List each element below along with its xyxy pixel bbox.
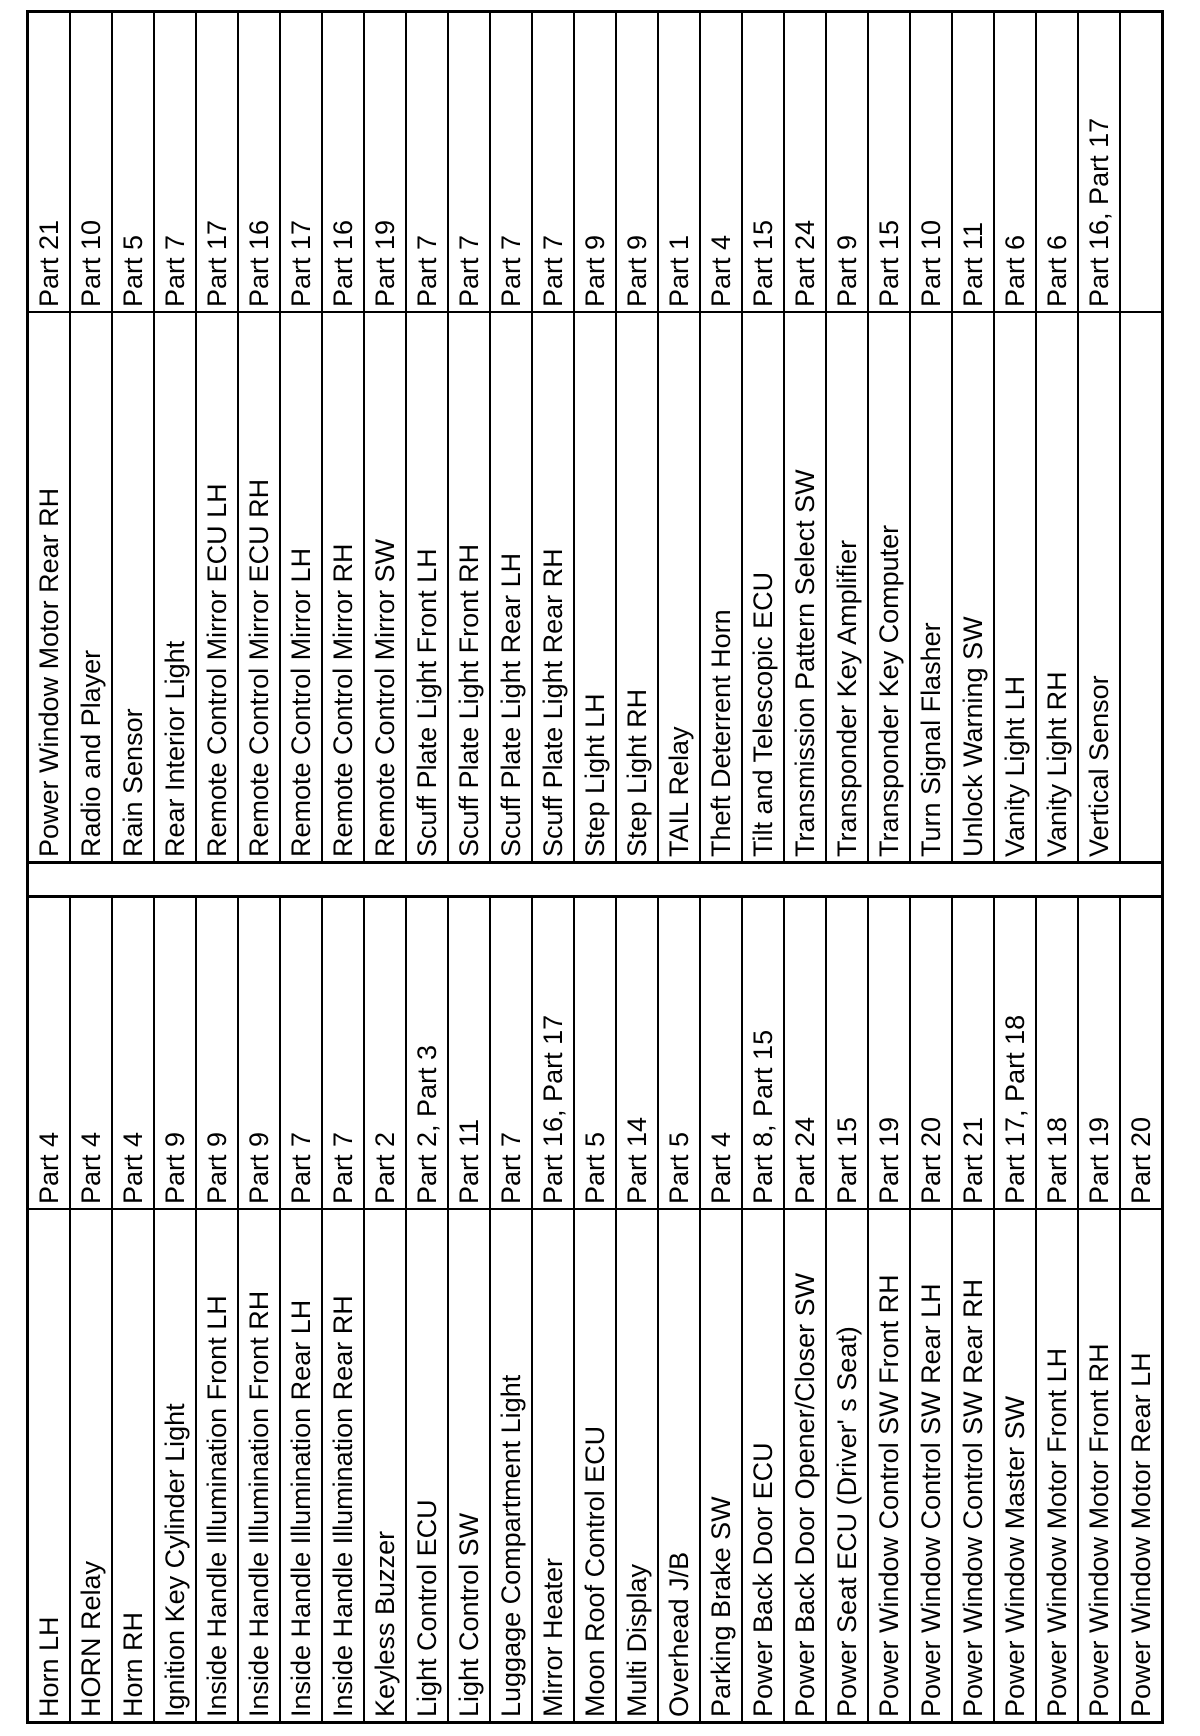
part-reference-cell: Part 7: [453, 234, 484, 307]
part-reference-cell: Part 7: [537, 234, 568, 307]
component-name-cell: Inside Handle Illumination Rear RH: [323, 1208, 363, 1721]
component-name-cell: Power Window Motor Front RH: [1079, 1208, 1119, 1721]
table-row: [281, 898, 323, 1721]
part-reference-cell: Part 18: [1041, 1116, 1072, 1204]
part-reference-cell: Part 2: [369, 1131, 400, 1204]
table-row: [1121, 13, 1161, 861]
table-row: [239, 898, 281, 1721]
part-reference-cell: Part 16: [327, 219, 358, 307]
component-name-cell: Remote Control Mirror ECU RH: [239, 311, 279, 861]
table-row: [953, 898, 995, 1721]
component-name-cell: Remote Control Mirror SW: [365, 311, 405, 861]
component-name-cell: Vanity Light RH: [1037, 311, 1077, 861]
table-right-half: [29, 13, 1161, 861]
part-reference-cell: Part 17: [201, 219, 232, 307]
component-name-cell: TAIL Relay: [659, 311, 699, 861]
table-row: [575, 898, 617, 1721]
part-reference-cell: Part 16, Part 17: [537, 1014, 568, 1204]
component-name-cell: Scuff Plate Light Front LH: [407, 311, 447, 861]
component-name-cell: Power Back Door ECU: [743, 1208, 783, 1721]
part-reference-cell: Part 6: [1041, 234, 1072, 307]
table-row: [617, 13, 659, 861]
table-row: [155, 898, 197, 1721]
component-name-cell: Power Window Control SW Rear RH: [953, 1208, 993, 1721]
part-reference-cell: Part 19: [369, 219, 400, 307]
component-name-cell: Inside Handle Illumination Front RH: [239, 1208, 279, 1721]
component-name-cell: Vanity Light LH: [995, 311, 1035, 861]
table-row: [365, 13, 407, 861]
column-divider: [29, 861, 1161, 898]
table-row: [827, 898, 869, 1721]
table-row: [701, 898, 743, 1721]
part-reference-cell: Part 20: [1125, 1116, 1156, 1204]
component-name-cell: Light Control SW: [449, 1208, 489, 1721]
component-name-cell: Power Seat ECU (Driver' s Seat): [827, 1208, 867, 1721]
component-name-cell: Tilt and Telescopic ECU: [743, 311, 783, 861]
component-name-cell: Power Window Control SW Rear LH: [911, 1208, 951, 1721]
table-row: [995, 13, 1037, 861]
component-name-cell: Mirror Heater: [533, 1208, 573, 1721]
part-reference-cell: Part 21: [957, 1116, 988, 1204]
component-name-cell: Power Window Motor Rear LH: [1121, 1208, 1161, 1721]
component-name-cell: Remote Control Mirror ECU LH: [197, 311, 237, 861]
part-reference-cell: Part 7: [285, 1131, 316, 1204]
part-reference-cell: Part 9: [579, 234, 610, 307]
component-name-cell: Turn Signal Flasher: [911, 311, 951, 861]
part-reference-cell: Part 4: [117, 1131, 148, 1204]
component-name-cell: Power Window Motor Rear RH: [29, 311, 69, 861]
table-row: [995, 898, 1037, 1721]
component-name-cell: Horn RH: [113, 1208, 153, 1721]
table-left-half: [29, 898, 1161, 1721]
component-location-table: [26, 10, 1164, 1724]
table-row: [533, 898, 575, 1721]
part-reference-cell: Part 19: [1083, 1116, 1114, 1204]
table-row: [281, 13, 323, 861]
part-reference-cell: Part 11: [453, 1118, 484, 1204]
part-reference-cell: Part 15: [831, 1116, 862, 1204]
table-row: [365, 898, 407, 1721]
component-name-cell: Unlock Warning SW: [953, 311, 993, 861]
part-reference-cell: Part 9: [243, 1131, 274, 1204]
table-row: [71, 13, 113, 861]
part-reference-cell: Part 15: [747, 219, 778, 307]
part-reference-cell: Part 4: [705, 234, 736, 307]
component-name-cell: Power Back Door Opener/Closer SW: [785, 1208, 825, 1721]
component-name-cell: Theft Deterrent Horn: [701, 311, 741, 861]
table-row: [113, 898, 155, 1721]
part-reference-cell: Part 7: [495, 1131, 526, 1204]
part-reference-cell: Part 7: [159, 234, 190, 307]
component-name-cell: Remote Control Mirror RH: [323, 311, 363, 861]
table-row: [197, 13, 239, 861]
component-name-cell: [1121, 311, 1161, 861]
table-row: [239, 13, 281, 861]
table-row: [491, 898, 533, 1721]
table-row: [113, 13, 155, 861]
part-reference-cell: Part 14: [621, 1116, 652, 1204]
part-reference-cell: Part 9: [831, 234, 862, 307]
component-name-cell: Luggage Compartment Light: [491, 1208, 531, 1721]
table-row: [1121, 898, 1161, 1721]
component-name-cell: Remote Control Mirror LH: [281, 311, 321, 861]
part-reference-cell: Part 17, Part 18: [999, 1014, 1030, 1204]
table-row: [407, 898, 449, 1721]
part-reference-cell: Part 6: [999, 234, 1030, 307]
component-name-cell: Scuff Plate Light Front RH: [449, 311, 489, 861]
component-name-cell: Step Light LH: [575, 311, 615, 861]
table-row: [71, 898, 113, 1721]
component-name-cell: Light Control ECU: [407, 1208, 447, 1721]
part-reference-cell: Part 9: [159, 1131, 190, 1204]
part-reference-cell: Part 19: [873, 1116, 904, 1204]
table-row: [575, 13, 617, 861]
part-reference-cell: Part 2, Part 3: [411, 1044, 442, 1204]
component-name-cell: HORN Relay: [71, 1208, 111, 1721]
component-name-cell: Power Window Control SW Front RH: [869, 1208, 909, 1721]
table-row: [1079, 13, 1121, 861]
part-reference-cell: Part 1: [663, 234, 694, 307]
table-row: [659, 898, 701, 1721]
part-reference-cell: Part 8, Part 15: [747, 1029, 778, 1204]
component-name-cell: Inside Handle Illumination Front LH: [197, 1208, 237, 1721]
part-reference-cell: Part 5: [663, 1131, 694, 1204]
component-name-cell: Horn LH: [29, 1208, 69, 1721]
component-name-cell: Ignition Key Cylinder Light: [155, 1208, 195, 1721]
table-row: [533, 13, 575, 861]
table-row: [155, 13, 197, 861]
part-reference-cell: Part 16: [243, 219, 274, 307]
table-row: [911, 13, 953, 861]
component-name-cell: Keyless Buzzer: [365, 1208, 405, 1721]
component-name-cell: Power Window Motor Front LH: [1037, 1208, 1077, 1721]
component-name-cell: Scuff Plate Light Rear RH: [533, 311, 573, 861]
component-name-cell: Multi Display: [617, 1208, 657, 1721]
part-reference-cell: Part 10: [75, 219, 106, 307]
component-name-cell: Vertical Sensor: [1079, 311, 1119, 861]
part-reference-cell: Part 7: [327, 1131, 358, 1204]
part-reference-cell: Part 9: [201, 1131, 232, 1204]
part-reference-cell: Part 17: [285, 219, 316, 307]
part-reference-cell: Part 5: [579, 1131, 610, 1204]
table-row: [869, 898, 911, 1721]
table-row: [785, 13, 827, 861]
component-name-cell: Radio and Player: [71, 311, 111, 861]
part-reference-cell: Part 4: [705, 1131, 736, 1204]
table-row: [323, 13, 365, 861]
table-row: [449, 13, 491, 861]
table-row: [1037, 898, 1079, 1721]
table-row: [701, 13, 743, 861]
table-row: [911, 898, 953, 1721]
part-reference-cell: Part 7: [411, 234, 442, 307]
table-row: [197, 898, 239, 1721]
component-name-cell: Scuff Plate Light Rear LH: [491, 311, 531, 861]
component-name-cell: Rear Interior Light: [155, 311, 195, 861]
part-reference-cell: Part 24: [789, 219, 820, 307]
table-row: [869, 13, 911, 861]
part-reference-cell: Part 21: [33, 219, 64, 307]
table-row: [617, 898, 659, 1721]
table-row: [659, 13, 701, 861]
part-reference-cell: Part 5: [117, 234, 148, 307]
component-name-cell: Step Light RH: [617, 311, 657, 861]
component-name-cell: Transponder Key Computer: [869, 311, 909, 861]
component-name-cell: Parking Brake SW: [701, 1208, 741, 1721]
component-name-cell: Transponder Key Amplifier: [827, 311, 867, 861]
table-row: [29, 898, 71, 1721]
table-row: [1037, 13, 1079, 861]
part-reference-cell: [1121, 13, 1161, 311]
part-reference-cell: Part 4: [33, 1131, 64, 1204]
part-reference-cell: Part 7: [495, 234, 526, 307]
table-row: [827, 13, 869, 861]
component-name-cell: Rain Sensor: [113, 311, 153, 861]
table-row: [29, 13, 71, 861]
table-row: [743, 13, 785, 861]
table-row: [953, 13, 995, 861]
part-reference-cell: Part 4: [75, 1131, 106, 1204]
table-row: [449, 898, 491, 1721]
part-reference-cell: Part 24: [789, 1116, 820, 1204]
component-name-cell: Moon Roof Control ECU: [575, 1208, 615, 1721]
part-reference-cell: Part 20: [915, 1116, 946, 1204]
part-reference-cell: Part 9: [621, 234, 652, 307]
table-row: [785, 898, 827, 1721]
component-name-cell: Overhead J/B: [659, 1208, 699, 1721]
table-row: [1079, 898, 1121, 1721]
component-name-cell: Transmission Pattern Select SW: [785, 311, 825, 861]
part-reference-cell: Part 10: [915, 219, 946, 307]
component-name-cell: Power Window Master SW: [995, 1208, 1035, 1721]
part-reference-cell: Part 11: [957, 221, 988, 307]
part-reference-cell: Part 16, Part 17: [1083, 117, 1114, 307]
table-row: [491, 13, 533, 861]
table-row: [743, 898, 785, 1721]
component-name-cell: Inside Handle Illumination Rear LH: [281, 1208, 321, 1721]
part-reference-cell: Part 15: [873, 219, 904, 307]
table-row: [323, 898, 365, 1721]
table-row: [407, 13, 449, 861]
